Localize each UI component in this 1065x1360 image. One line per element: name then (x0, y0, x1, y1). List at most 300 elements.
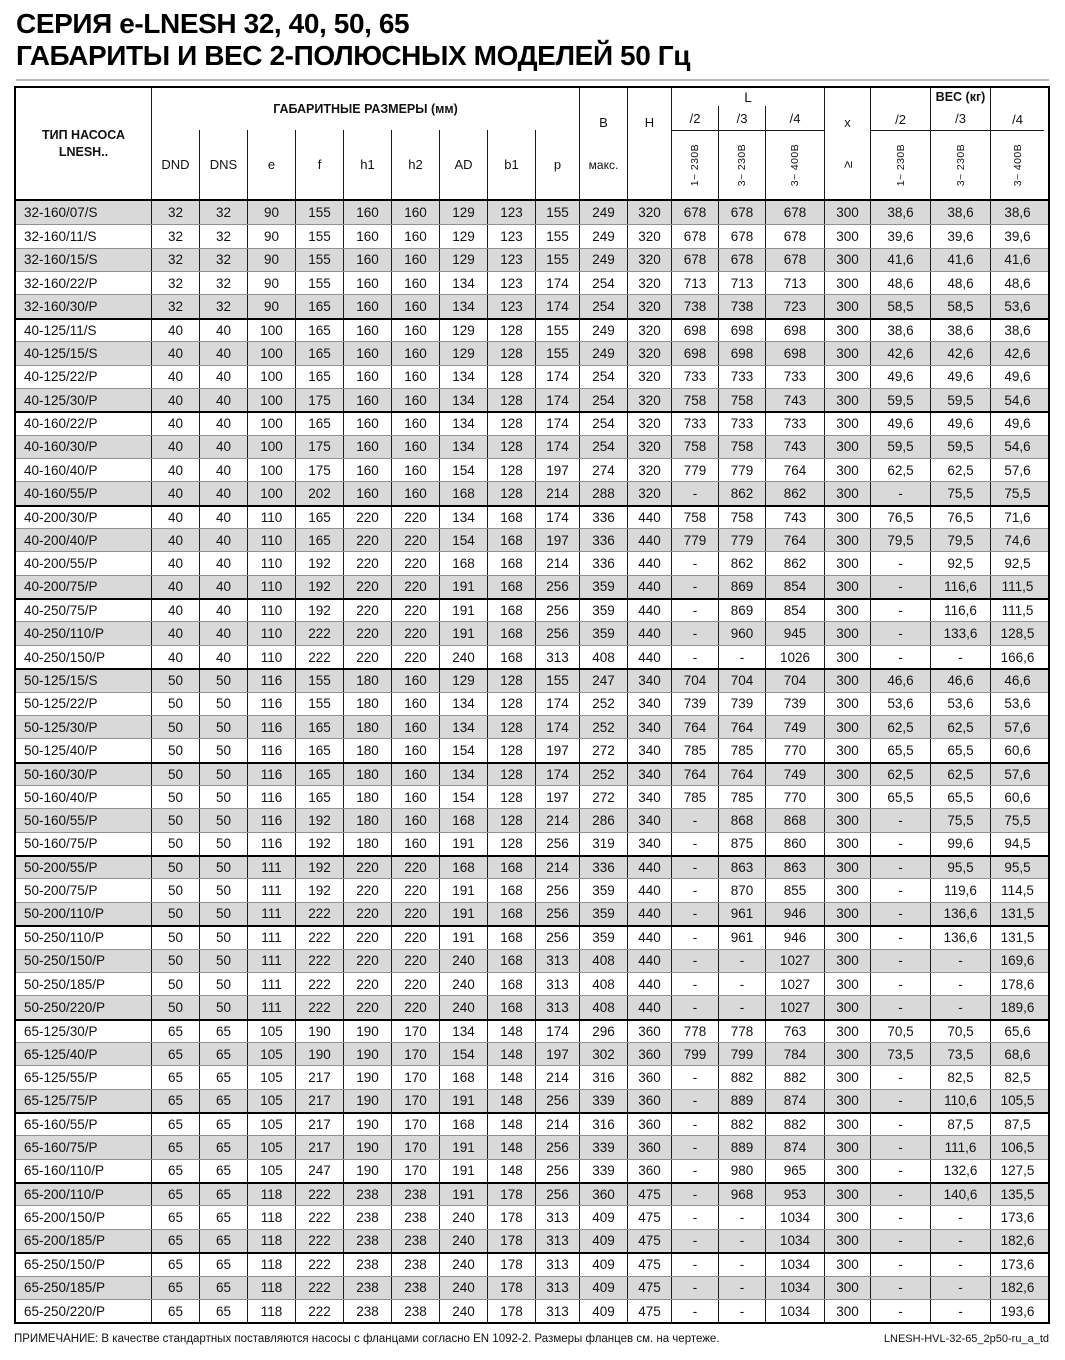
cell-value: 111,5 (1001, 603, 1034, 619)
cell-value: 123 (488, 272, 536, 294)
cell-value: 300 (825, 1021, 871, 1042)
cell-value: 154 (440, 739, 488, 761)
cell-pump-type: 50-160/30/P (16, 764, 152, 785)
cell-value: 40 (200, 576, 248, 598)
cell-value: 678 (719, 249, 766, 271)
cell-value: 197 (536, 786, 580, 808)
cell-value: 738 (719, 295, 766, 317)
table-row (16, 1112, 1048, 1135)
cell-value: 300 (825, 1254, 871, 1275)
cell-value: - (672, 973, 719, 995)
cell-value: 190 (344, 1136, 392, 1158)
cell-value: 38,6 (1004, 322, 1031, 338)
cell-value: 743 (766, 436, 825, 458)
cell-value: 300 (825, 716, 871, 738)
cell-value: 65 (152, 1066, 200, 1088)
cell-value: 409 (580, 1254, 628, 1275)
cell-value: 148 (488, 1043, 536, 1065)
table-body (16, 201, 1048, 1322)
cell-value: 40 (200, 600, 248, 621)
table-row (16, 668, 1048, 691)
cell-value: 59,5 (871, 389, 931, 411)
cell-value: 160 (344, 389, 392, 411)
cell-value: 100 (248, 459, 296, 481)
header-col-x (825, 88, 871, 199)
cell-value: 168 (440, 552, 488, 574)
cell-value: 190 (344, 1043, 392, 1065)
cell-value: 74,6 (1004, 532, 1031, 548)
cell-value: - (672, 1300, 719, 1322)
cell-value: 758 (719, 507, 766, 528)
cell-value: 240 (440, 1300, 488, 1322)
cell-value: 222 (296, 1206, 344, 1228)
cell-value: - (672, 1160, 719, 1182)
cell-value: 50 (200, 716, 248, 738)
cell-value: - (672, 482, 719, 504)
cell-value: 154 (440, 1043, 488, 1065)
cell-value: 58,5 (931, 295, 991, 317)
cell-value: 862 (766, 552, 825, 574)
cell-value: 192 (296, 857, 344, 878)
cell-value: 40 (200, 436, 248, 458)
cell-value: 160 (392, 249, 440, 271)
cell-value: 50 (152, 927, 200, 948)
table-row (16, 1252, 1048, 1275)
cell-value: 60,6 (1004, 742, 1031, 758)
table-row (16, 1182, 1048, 1205)
cell-value: 336 (580, 507, 628, 528)
cell-value: - (672, 1277, 719, 1299)
cell-value: 111,6 (931, 1136, 991, 1158)
header-l-sub3: /3 (719, 106, 766, 130)
table-row (16, 1159, 1048, 1182)
table-row (16, 528, 1048, 551)
cell-value: 336 (580, 529, 628, 551)
cell-value: - (931, 1206, 991, 1228)
cell-value: 360 (628, 1090, 672, 1112)
cell-value: 180 (344, 693, 392, 715)
cell-value: 854 (766, 576, 825, 598)
cell-value: 111 (248, 879, 296, 901)
cell-value: 60,6 (1004, 789, 1031, 805)
cell-value: 134 (440, 1021, 488, 1042)
cell-value: 110 (248, 646, 296, 668)
cell-value: 945 (766, 622, 825, 644)
cell-value: 222 (296, 1277, 344, 1299)
cell-value: 475 (628, 1230, 672, 1252)
cell-value: 320 (628, 295, 672, 317)
cell-value: 220 (344, 950, 392, 972)
cell-value: 300 (825, 249, 871, 271)
cell-value: 440 (628, 903, 672, 925)
cell-value: - (871, 1300, 931, 1322)
cell-value: 770 (766, 786, 825, 808)
cell-value: 340 (628, 809, 672, 831)
cell-value: 220 (344, 857, 392, 878)
cell-value: 178 (488, 1184, 536, 1205)
cell-value: 240 (440, 996, 488, 1018)
cell-value: 39,6 (1004, 229, 1031, 245)
cell-value: 160 (392, 459, 440, 481)
cell-value: 698 (672, 320, 719, 341)
cell-value: 40 (200, 389, 248, 411)
cell-value: 65,6 (1004, 1023, 1031, 1039)
cell-value: 320 (628, 389, 672, 411)
cell-value: 42,6 (931, 342, 991, 364)
table-row (16, 785, 1048, 808)
cell-value: 168 (488, 973, 536, 995)
cell-value: 32 (200, 225, 248, 247)
cell-value: 105 (248, 1066, 296, 1088)
table-row (16, 1089, 1048, 1112)
table-row (16, 201, 1048, 224)
cell-value: 116 (248, 786, 296, 808)
cell-value: 770 (766, 739, 825, 761)
cell-value: 94,5 (1004, 836, 1031, 852)
cell-value: 300 (825, 646, 871, 668)
cell-pump-type: 40-250/75/P (16, 600, 152, 621)
cell-value: - (871, 576, 931, 598)
cell-value: 238 (344, 1277, 392, 1299)
cell-value: 320 (628, 413, 672, 434)
table-row (16, 855, 1048, 878)
cell-value: 53,6 (871, 693, 931, 715)
cell-value: - (672, 879, 719, 901)
table-row (16, 598, 1048, 621)
cell-value: 360 (628, 1160, 672, 1182)
cell-value: 313 (536, 996, 580, 1018)
cell-value: 92,5 (931, 552, 991, 574)
cell-value: 733 (766, 366, 825, 388)
cell-value: 698 (719, 342, 766, 364)
cell-value: 134 (440, 436, 488, 458)
cell-value: 764 (672, 716, 719, 738)
cell-pump-type: 40-160/40/P (16, 459, 152, 481)
cell-value: 217 (296, 1066, 344, 1088)
cell-pump-type: 65-160/55/P (16, 1114, 152, 1135)
cell-value: 340 (628, 670, 672, 691)
cell-value: 128 (488, 786, 536, 808)
header-weight-sub4 (991, 88, 1044, 130)
cell-value: 32 (200, 249, 248, 271)
cell-value: 135,5 (1000, 1187, 1035, 1203)
cell-value: 116 (248, 809, 296, 831)
cell-value: 160 (344, 320, 392, 341)
cell-value: 180 (344, 739, 392, 761)
cell-value: 739 (766, 693, 825, 715)
cell-value: 50 (152, 903, 200, 925)
cell-value: 53,6 (1004, 299, 1031, 315)
cell-value: 32 (152, 249, 200, 271)
cell-value: 220 (392, 857, 440, 878)
cell-value: 300 (825, 295, 871, 317)
cell-value: 42,6 (1004, 345, 1031, 361)
cell-value: 191 (440, 1184, 488, 1205)
cell-value: 40 (152, 459, 200, 481)
cell-value: 40 (152, 600, 200, 621)
cell-value: 160 (344, 436, 392, 458)
cell-value: 87,5 (931, 1114, 991, 1135)
weight-sub4-label: /4 (1012, 112, 1023, 127)
cell-value: 743 (766, 507, 825, 528)
cell-value: - (871, 1160, 931, 1182)
cell-value: 116 (248, 670, 296, 691)
cell-pump-type: 65-250/150/P (16, 1254, 152, 1275)
cell-value: 165 (296, 786, 344, 808)
cell-value: 65 (200, 1300, 248, 1322)
cell-value: - (672, 1230, 719, 1252)
cell-value: 134 (440, 295, 488, 317)
cell-value: 128 (488, 716, 536, 738)
cell-value: 300 (825, 809, 871, 831)
cell-value: 175 (296, 459, 344, 481)
cell-value: 336 (580, 857, 628, 878)
cell-value: 723 (766, 295, 825, 317)
cell-value: - (871, 996, 931, 1018)
cell-value: 1027 (766, 950, 825, 972)
header-col-h (628, 88, 672, 199)
cell-pump-type: 32-160/30/P (16, 295, 152, 317)
cell-value: - (719, 973, 766, 995)
cell-value: 758 (672, 436, 719, 458)
cell-pump-type: 50-125/30/P (16, 716, 152, 738)
cell-value: 874 (766, 1136, 825, 1158)
cell-value: 713 (766, 272, 825, 294)
cell-value: 339 (580, 1136, 628, 1158)
cell-value: 59,5 (931, 389, 991, 411)
cell-value: 733 (719, 366, 766, 388)
cell-value: 155 (536, 320, 580, 341)
cell-value: 160 (392, 389, 440, 411)
cell-value: 79,5 (871, 529, 931, 551)
cell-value: 189,6 (1000, 999, 1035, 1015)
cell-value: 252 (580, 764, 628, 785)
cell-value: 214 (536, 482, 580, 504)
cell-value: 254 (580, 295, 628, 317)
cell-value: - (871, 927, 931, 948)
cell-value: 320 (628, 482, 672, 504)
cell-value: 869 (719, 600, 766, 621)
cell-value: 440 (628, 646, 672, 668)
cell-value: 39,6 (931, 225, 991, 247)
cell-pump-type: 65-125/55/P (16, 1066, 152, 1088)
cell-value: 65 (200, 1136, 248, 1158)
cell-value: 128 (488, 436, 536, 458)
cell-value: 240 (440, 1206, 488, 1228)
cell-value: 50 (152, 693, 200, 715)
cell-value: 1034 (766, 1230, 825, 1252)
cell-value: 46,6 (931, 670, 991, 691)
cell-value: 868 (766, 809, 825, 831)
cell-value: 779 (719, 459, 766, 481)
cell-value: 40 (200, 552, 248, 574)
cell-value: - (871, 1206, 931, 1228)
cell-value: 46,6 (1004, 673, 1031, 689)
cell-value: 128 (488, 809, 536, 831)
cell-value: - (871, 1277, 931, 1299)
header-l-sub4: /4 (766, 106, 825, 130)
weight-sub2-label: /2 (895, 112, 906, 127)
cell-value: 50 (200, 950, 248, 972)
cell-value: 779 (672, 529, 719, 551)
cell-value: 408 (580, 646, 628, 668)
cell-pump-type: 32-160/15/S (16, 249, 152, 271)
cell-value: 300 (825, 670, 871, 691)
cell-value: 75,5 (1004, 485, 1031, 501)
cell-value: 92,5 (1004, 556, 1031, 572)
cell-value: 238 (392, 1300, 440, 1322)
cell-value: 1034 (766, 1300, 825, 1322)
header-pump-type-line2: LNESH.. (58, 144, 109, 159)
cell-value: - (931, 996, 991, 1018)
cell-value: 889 (719, 1136, 766, 1158)
table-row (16, 1205, 1048, 1228)
cell-value: 174 (536, 389, 580, 411)
cell-pump-type: 65-160/75/P (16, 1136, 152, 1158)
cell-value: 165 (296, 413, 344, 434)
cell-value: 160 (392, 693, 440, 715)
cell-value: 220 (344, 996, 392, 1018)
cell-value: 40 (152, 482, 200, 504)
cell-value: 854 (766, 600, 825, 621)
cell-value: 50 (152, 670, 200, 691)
cell-value: 174 (536, 436, 580, 458)
cell-value: 160 (344, 201, 392, 224)
table-row (16, 715, 1048, 738)
cell-value: 40 (152, 366, 200, 388)
cell-value: 54,6 (1004, 439, 1031, 455)
cell-value: 38,6 (1004, 205, 1031, 221)
cell-value: 160 (344, 249, 392, 271)
cell-value: 110,6 (931, 1090, 991, 1112)
cell-value: 1027 (766, 996, 825, 1018)
page-title-line2: ГАБАРИТЫ И ВЕС 2-ПОЛЮСНЫХ МОДЕЛЕЙ 50 Гц (16, 40, 691, 71)
cell-value: 65 (152, 1277, 200, 1299)
cell-value: 320 (628, 272, 672, 294)
cell-value: 758 (719, 389, 766, 411)
cell-value: 678 (672, 225, 719, 247)
cell-value: 698 (766, 342, 825, 364)
cell-value: 220 (344, 622, 392, 644)
cell-value: - (719, 1277, 766, 1299)
cell-value: 440 (628, 576, 672, 598)
cell-value: 316 (580, 1114, 628, 1135)
cell-value: 300 (825, 1300, 871, 1322)
cell-value: 190 (296, 1043, 344, 1065)
cell-value: 128 (488, 366, 536, 388)
cell-value: 180 (344, 670, 392, 691)
cell-value: 174 (536, 1021, 580, 1042)
cell-value: 182,6 (1000, 1280, 1035, 1296)
cell-value: 133,6 (931, 622, 991, 644)
cell-value: 174 (536, 716, 580, 738)
cell-value: - (931, 1254, 991, 1275)
cell-value: 155 (536, 249, 580, 271)
cell-value: 946 (766, 927, 825, 948)
cell-value: - (871, 973, 931, 995)
cell-value: 110 (248, 529, 296, 551)
cell-value: 32 (152, 295, 200, 317)
cell-value: - (871, 1230, 931, 1252)
cell-value: 256 (536, 903, 580, 925)
cell-value: 214 (536, 552, 580, 574)
cell-value: 1034 (766, 1277, 825, 1299)
cell-value: 160 (392, 225, 440, 247)
header-weight-group: ВЕС (кг) (931, 88, 991, 106)
cell-value: 49,6 (1004, 416, 1031, 432)
cell-value: 49,6 (931, 413, 991, 434)
cell-value: 764 (719, 764, 766, 785)
cell-value: 408 (580, 996, 628, 1018)
cell-value: 222 (296, 1230, 344, 1252)
cell-value: 75,5 (931, 809, 991, 831)
cell-pump-type: 50-160/75/P (16, 833, 152, 855)
cell-value: 105 (248, 1160, 296, 1182)
cell-value: 57,6 (1004, 719, 1031, 735)
cell-value: 178 (488, 1254, 536, 1275)
cell-value: 191 (440, 1090, 488, 1112)
cell-value: 222 (296, 1254, 344, 1275)
cell-value: 300 (825, 1066, 871, 1088)
cell-value: 32 (152, 225, 200, 247)
cell-value: 170 (392, 1021, 440, 1042)
cell-value: 1026 (766, 646, 825, 668)
cell-value: 155 (296, 272, 344, 294)
cell-value: 240 (440, 1277, 488, 1299)
cell-value: 319 (580, 833, 628, 855)
header-col-p: p (536, 130, 580, 199)
cell-value: 40 (152, 320, 200, 341)
cell-value: 165 (296, 366, 344, 388)
cell-value: 889 (719, 1090, 766, 1112)
header-b-label: B (599, 115, 608, 131)
header-col-h1: h1 (344, 130, 392, 199)
cell-value: 698 (719, 320, 766, 341)
cell-value: - (672, 1136, 719, 1158)
cell-value: 90 (248, 201, 296, 224)
cell-value: - (672, 576, 719, 598)
cell-value: 222 (296, 973, 344, 995)
cell-value: 128 (488, 670, 536, 691)
cell-value: 65,5 (871, 786, 931, 808)
cell-value: - (719, 1300, 766, 1322)
cell-value: 300 (825, 272, 871, 294)
cell-value: 65 (200, 1277, 248, 1299)
cell-value: 168 (440, 1066, 488, 1088)
cell-value: 129 (440, 225, 488, 247)
header-pump-type-line1: ТИП НАСОСА (41, 127, 125, 142)
cell-value: 220 (392, 927, 440, 948)
cell-value: 220 (344, 879, 392, 901)
table-row (16, 248, 1048, 271)
cell-value: 134 (440, 413, 488, 434)
cell-value: 313 (536, 1206, 580, 1228)
cell-value: 168 (488, 552, 536, 574)
cell-value: 50 (200, 973, 248, 995)
cell-value: 134 (440, 764, 488, 785)
cell-value: 254 (580, 413, 628, 434)
cell-value: 758 (719, 436, 766, 458)
cell-value: 110 (248, 600, 296, 621)
cell-value: 340 (628, 693, 672, 715)
cell-value: 62,5 (931, 716, 991, 738)
cell-value: 475 (628, 1184, 672, 1205)
cell-value: 123 (488, 225, 536, 247)
cell-value: 73,5 (931, 1043, 991, 1065)
cell-value: 320 (628, 366, 672, 388)
cell-value: 313 (536, 973, 580, 995)
header-x-label: x (844, 115, 851, 130)
